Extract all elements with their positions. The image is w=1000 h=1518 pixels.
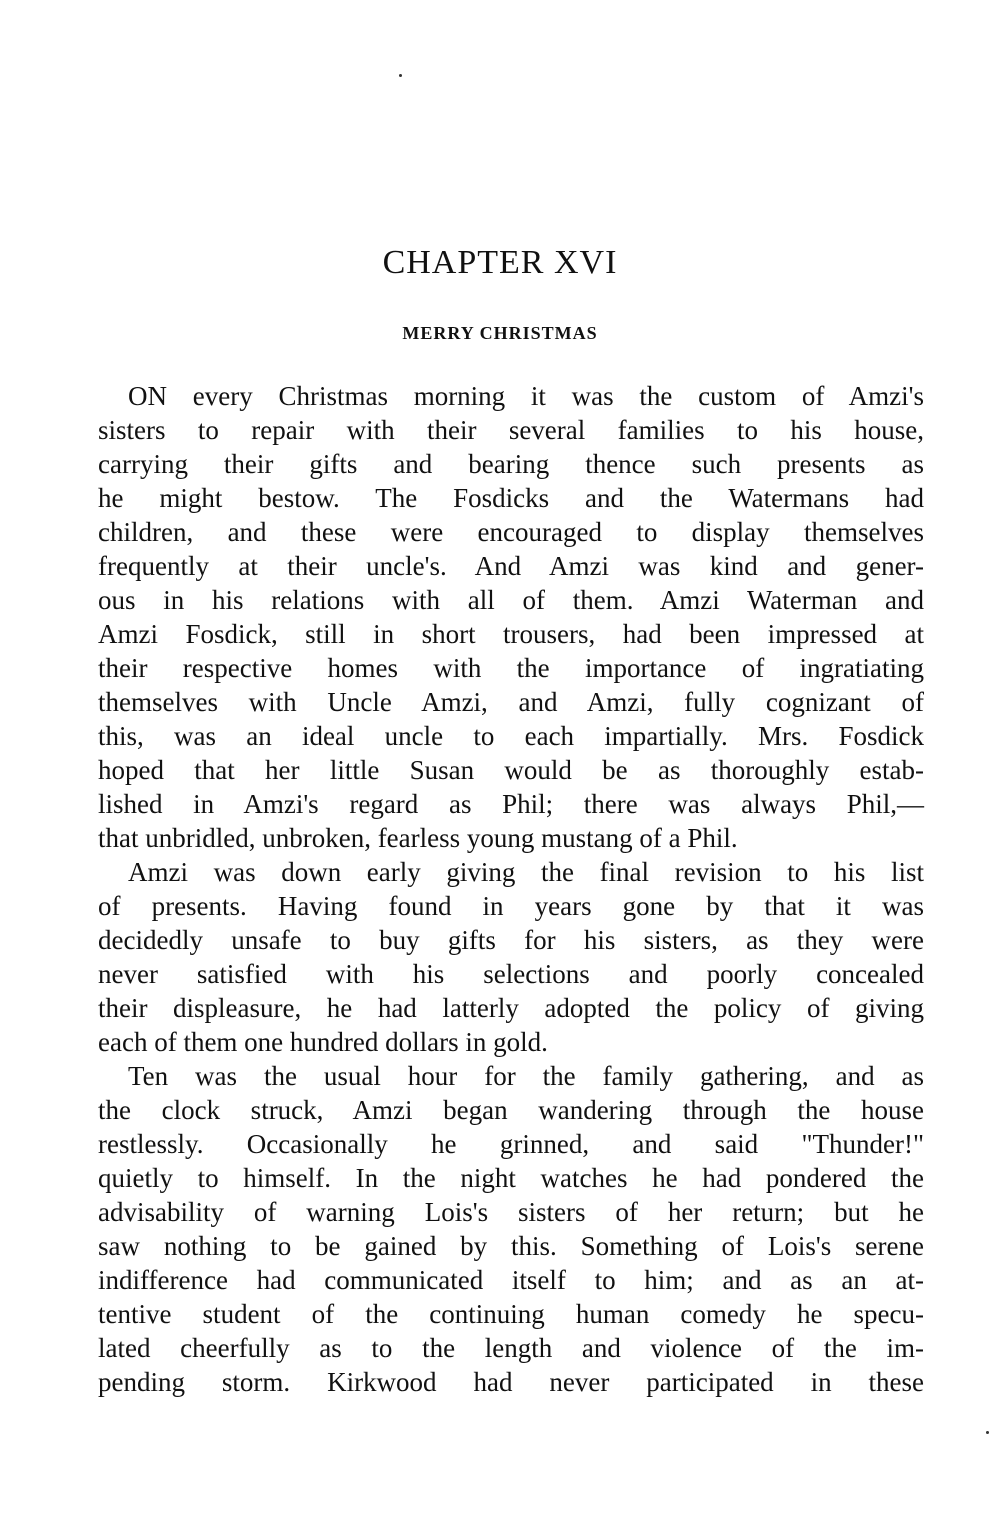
text-line: never satisfied with his selections and poorly concealed xyxy=(98,959,924,989)
text-line: Amzi was down early giving the final revision to his list xyxy=(128,857,924,887)
text-line: each of them one hundred dollars in gold. xyxy=(98,1027,548,1057)
page-speck xyxy=(399,74,402,77)
text-line: themselves with Uncle Amzi, and Amzi, fully cognizant of xyxy=(98,687,924,717)
text-line: ous in his relations with all of them. Amzi Waterman and xyxy=(98,585,924,615)
text-line: pending storm. Kirkwood had never participated in these xyxy=(98,1367,924,1397)
text-line: hoped that her little Susan would be as thoroughly estab- xyxy=(98,755,924,785)
text-line: he might bestow. The Fosdicks and the Watermans had xyxy=(98,483,924,513)
chapter-subtitle: MERRY CHRISTMAS xyxy=(402,323,598,343)
text-line: lated cheerfully as to the length and violence of the im- xyxy=(98,1333,924,1363)
text-line: of presents. Having found in years gone by that it was xyxy=(98,891,924,921)
text-line: tentive student of the continuing human comedy he specu- xyxy=(98,1299,924,1329)
text-line: Amzi Fosdick, still in short trousers, had been impressed at xyxy=(98,619,924,649)
text-line: Ten was the usual hour for the family gathering, and as xyxy=(128,1061,924,1091)
text-line: their respective homes with the importance of ingratiating xyxy=(98,653,924,683)
text-line: the clock struck, Amzi began wandering through the house xyxy=(98,1095,924,1125)
text-line: frequently at their uncle's. And Amzi was kind and gener- xyxy=(98,551,924,581)
text-line: that unbridled, unbroken, fearless young mustang of a Phil. xyxy=(98,823,738,853)
text-line: sisters to repair with their several families to his house, xyxy=(98,415,924,445)
chapter-title: CHAPTER XVI xyxy=(382,244,618,281)
text-line: advisability of warning Lois's sisters of her return; but he xyxy=(98,1197,924,1227)
body-text xyxy=(98,379,924,1399)
text-line: ON every Christmas morning it was the custom of Amzi's xyxy=(128,381,924,411)
text-line: this, was an ideal uncle to each impartially. Mrs. Fosdick xyxy=(98,721,924,751)
text-line: carrying their gifts and bearing thence such presents as xyxy=(98,449,924,479)
text-line: indifference had communicated itself to him; and as an at- xyxy=(98,1265,924,1295)
text-line: saw nothing to be gained by this. Something of Lois's serene xyxy=(98,1231,924,1261)
text-line: quietly to himself. In the night watches he had pondered the xyxy=(98,1163,924,1193)
text-line: children, and these were encouraged to display themselves xyxy=(98,517,924,547)
text-line: lished in Amzi's regard as Phil; there was always Phil,— xyxy=(98,789,924,819)
text-line: restlessly. Occasionally he grinned, and said "Thunder!" xyxy=(98,1129,924,1159)
page-speck xyxy=(986,1431,989,1434)
text-line: their displeasure, he had latterly adopted the policy of giving xyxy=(98,993,924,1023)
text-line: decidedly unsafe to buy gifts for his sisters, as they were xyxy=(98,925,924,955)
